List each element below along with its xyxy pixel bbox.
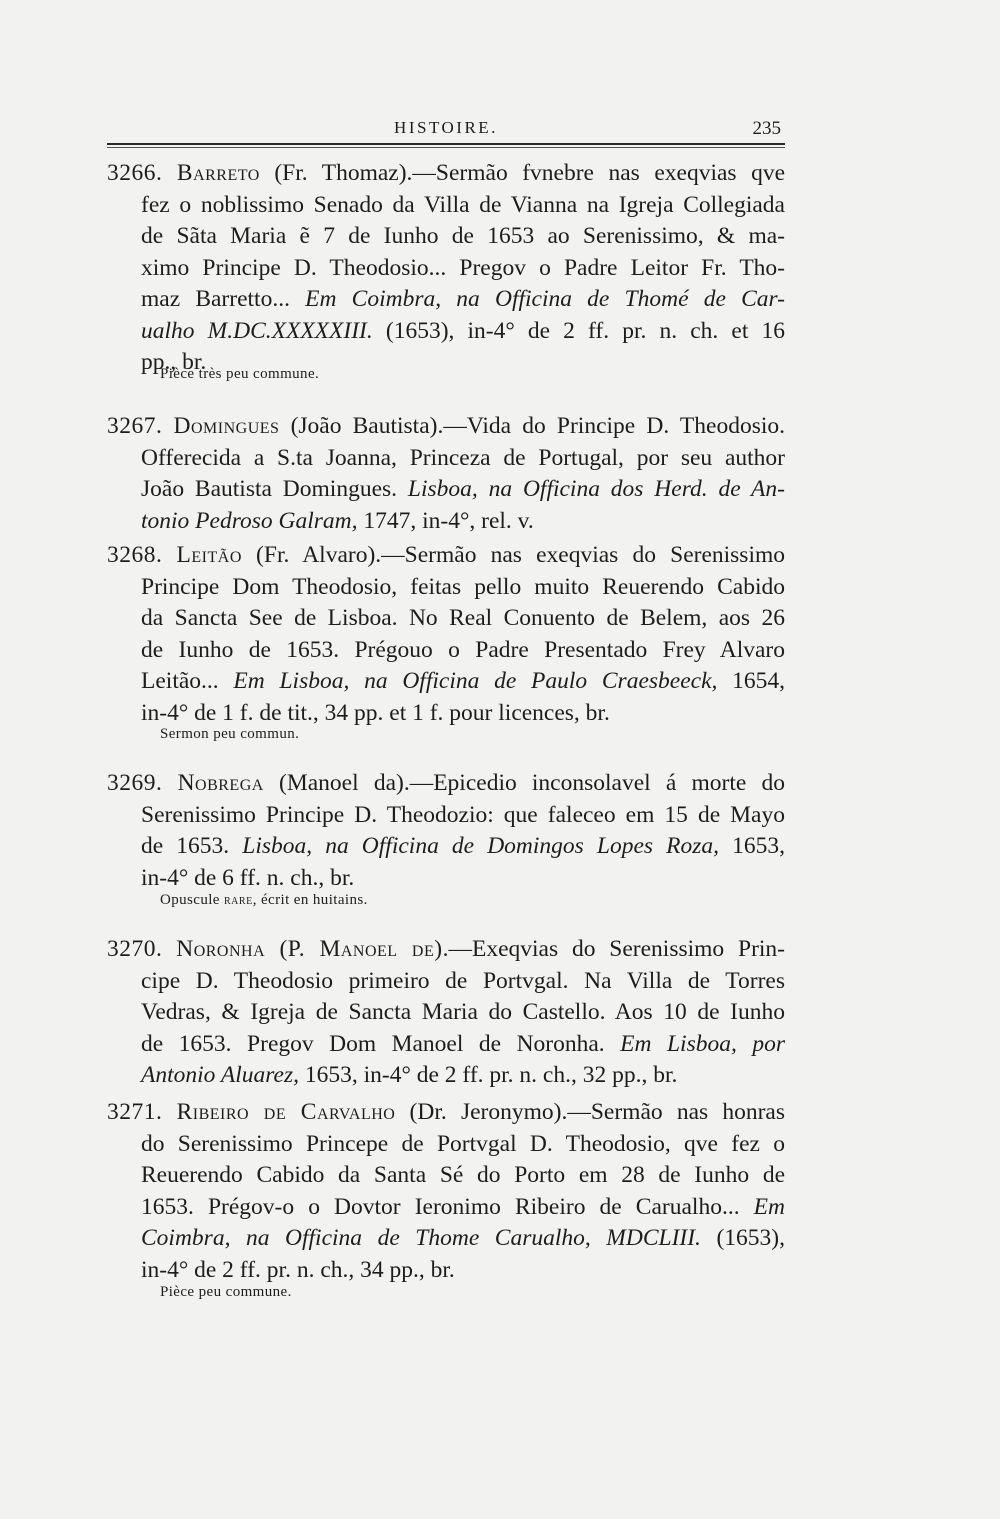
entry-line: Serenissimo Principe D. Theodozio: que faleceo em 15 de Mayo — [141, 801, 785, 828]
entry-line: pp., br. — [141, 349, 207, 375]
entry-line — [107, 1029, 785, 1061]
entry-line — [107, 506, 785, 538]
page-number: 235 — [752, 118, 781, 139]
entry-line — [107, 1223, 785, 1255]
entry-line: Principe Dom Theodosio, feitas pello muito Reuerendo Cabido — [141, 573, 785, 600]
entry-line — [107, 316, 785, 348]
entry-number: 3269. — [107, 770, 163, 796]
entry-text: 1653, in-4° de 2 ff. pr. n. ch., 32 pp., br. — [298, 1062, 678, 1088]
entry-line — [107, 768, 785, 800]
entry-imprint: Lisboa, na Officina dos Herd. de An- — [407, 476, 785, 502]
entry-line — [107, 540, 785, 572]
entry-line: fez o noblissimo Senado da Villa de Vianna na Igreja Collegiada — [141, 191, 785, 218]
entry-line: in-4° de 2 ff. pr. n. ch., 34 pp., br. — [141, 1256, 455, 1283]
entry-line: Vedras, & Igreja de Sancta Maria do Castello. Aos 10 de Iunho — [141, 999, 785, 1025]
entry-text: (Manoel da).—Epicedio inconsolavel á morte do — [263, 770, 785, 796]
entry-number: 3271. — [107, 1099, 163, 1125]
entry-number: 3268. — [107, 542, 163, 568]
entry-note: Sermon peu commun. — [160, 726, 300, 742]
entry-text: (Dr. Jeronymo).—Sermão nas honras — [395, 1099, 785, 1125]
entry-imprint: Antonio Aluarez, — [141, 1062, 299, 1088]
entry-line — [107, 666, 785, 698]
entry-text: 1653. Prégov-o o Dovtor Ieronimo Ribeiro de Carualho... — [141, 1193, 754, 1220]
entry-text: (1653), in-4° de 2 ff. pr. n. ch. et 16 — [372, 317, 785, 344]
entry-line — [107, 1097, 785, 1129]
entry-line: in-4° de 6 ff. n. ch., br. — [141, 864, 355, 891]
entry-text: de 1653. Pregov Dom Manoel de Noronha. — [141, 1030, 621, 1057]
entry-number: 3267. — [107, 413, 163, 439]
entry-3268 — [107, 540, 785, 729]
header-rule — [107, 143, 785, 145]
entry-imprint: ualho M.DC.XXXXXIII. — [141, 317, 373, 344]
entry-note — [160, 892, 368, 909]
entry-text: de 1653. — [141, 833, 243, 859]
entry-number: 3270. — [107, 936, 163, 962]
entry-text: .—Exeqvias do Serenissimo Prin- — [442, 936, 786, 962]
entry-line: Reuerendo Cabido da Santa Sé do Porto em 28 de Iunho de — [141, 1162, 785, 1188]
entry-text: (João Bautista).—Vida do Principe D. Theodosio. — [279, 413, 785, 439]
entry-text: 1653, — [719, 833, 785, 859]
entry-author: Ribeiro de Carvalho — [176, 1099, 396, 1125]
entry-number: 3266. — [107, 160, 163, 186]
entry-author: Domingues — [173, 413, 280, 439]
entry-line: ximo Principe D. Theodosio... Pregov o Padre Leitor Fr. Tho- — [141, 254, 785, 281]
entry-text: João Bautista Domingues. — [141, 476, 408, 502]
entry-line: de Iunho de 1653. Prégouo o Padre Presentado Frey Alvaro — [141, 636, 785, 663]
entry-imprint: Lisboa, na Officina de Domingos Lopes Roza, — [242, 833, 720, 859]
note-text: Opuscule — [160, 892, 225, 908]
entry-line — [107, 1192, 785, 1224]
entry-author: Nobrega — [177, 770, 264, 796]
entry-imprint: Em Lisboa, por — [620, 1030, 786, 1057]
note-text: , écrit en huitains. — [252, 892, 368, 908]
header-rule-thin — [107, 147, 785, 148]
entry-text: 1654, — [717, 668, 786, 694]
entry-author: Noronha (P. Manoel de) — [176, 936, 443, 962]
entry-3271 — [107, 1097, 785, 1286]
entry-imprint: Em Coimbra, na Officina de Thomé de Car- — [305, 286, 785, 312]
note-text: rare — [224, 893, 253, 908]
entry-line — [107, 934, 785, 966]
entry-text: maz Barretto... — [141, 286, 306, 312]
entry-text: (Fr. Thomaz).—Sermão fvnebre nas exeqvias qve — [259, 160, 786, 186]
entry-line: in-4° de 1 f. de tit., 34 pp. et 1 f. pour licences, br. — [141, 699, 610, 726]
entry-line — [107, 411, 785, 443]
entry-line — [107, 284, 785, 316]
running-title: HISTOIRE. — [394, 118, 498, 137]
entry-line: Offerecida a S.ta Joanna, Princeza de Portugal, por seu author — [141, 444, 785, 471]
entry-3267 — [107, 411, 785, 537]
entry-imprint: Em Lisboa, na Officina de Paulo Craesbeeck, — [233, 668, 718, 694]
entry-note: Pièce peu commune. — [160, 1284, 292, 1300]
entry-line — [107, 1060, 785, 1092]
entry-3266 — [107, 158, 785, 379]
entry-line — [107, 831, 785, 863]
entry-note: Pièce très peu commune. — [160, 366, 320, 382]
entry-author: Leitão — [176, 542, 242, 568]
entry-3269 — [107, 768, 785, 894]
entry-line — [107, 158, 785, 190]
entry-text: 1747, in-4°, rel. v. — [357, 507, 534, 534]
entry-line: de Sãta Maria ẽ 7 de Iunho de 1653 ao Serenissimo, & ma- — [141, 223, 785, 249]
entry-line — [107, 474, 785, 506]
entry-imprint: Coimbra, na Officina de Thome Carualho, MDCLIII. — [141, 1225, 701, 1251]
entry-imprint: tonio Pedroso Galram, — [141, 507, 358, 534]
entry-line: da Sancta See de Lisboa. No Real Conuento de Belem, aos 26 — [141, 605, 785, 631]
entry-text: (1653), — [700, 1225, 785, 1251]
entry-imprint: Em — [753, 1193, 785, 1220]
entry-author: Barreto — [176, 160, 260, 186]
entry-line: do Serenissimo Princepe de Portvgal D. Theodosio, qve fez o — [141, 1130, 785, 1157]
entry-line: cipe D. Theodosio primeiro de Portvgal. Na Villa de Torres — [141, 967, 785, 994]
entry-3270 — [107, 934, 785, 1092]
entry-text: (Fr. Alvaro).—Sermão nas exeqvias do Serenissimo — [241, 542, 786, 568]
entry-text: Leitão... — [141, 668, 234, 694]
